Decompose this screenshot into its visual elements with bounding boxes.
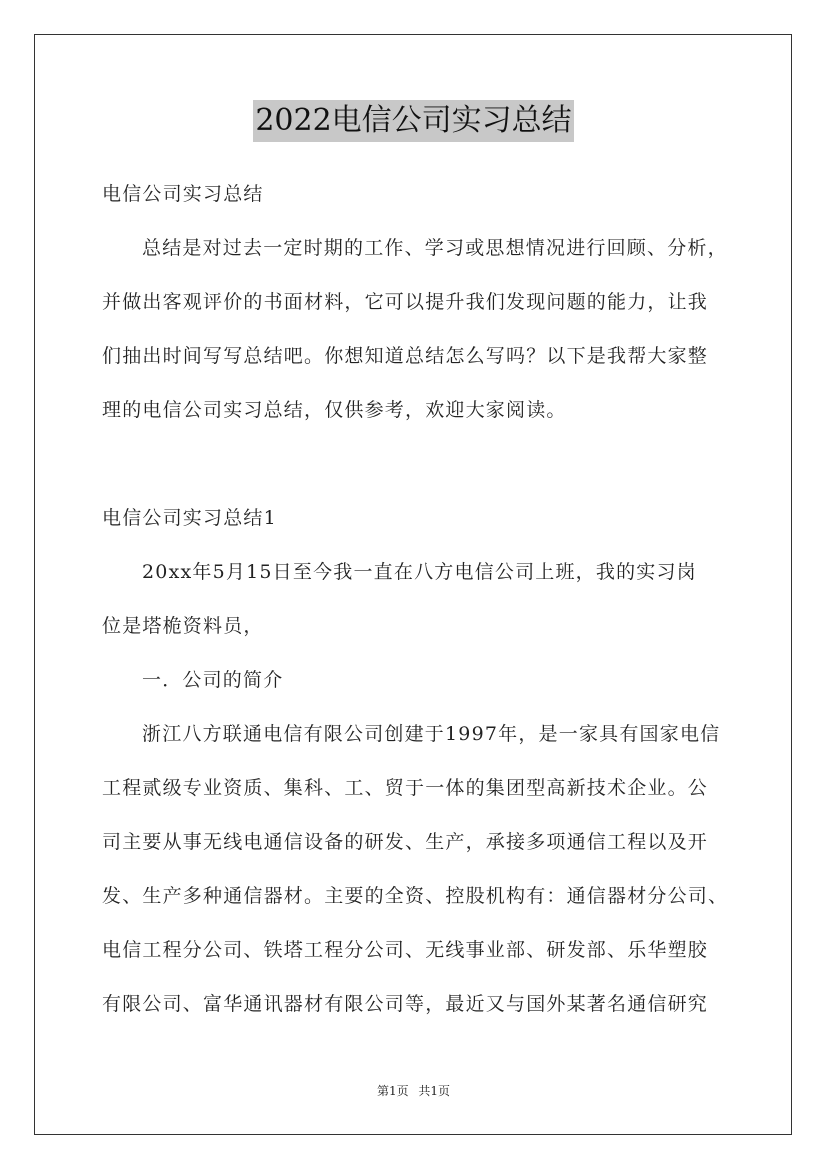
document-title: 2022电信公司实习总结	[253, 100, 573, 142]
company-line-2: 工程贰级专业资质、集科、工、贸于一体的集团型高新技术企业。公	[102, 777, 709, 799]
page-footer	[0, 1082, 827, 1099]
company-line-3: 司主要从事无线电通信设备的研发、生产，承接多项通信工程以及开	[102, 831, 709, 853]
section1-heading: 电信公司实习总结1	[102, 507, 277, 529]
subsection-heading: 一．公司的简介	[142, 669, 284, 691]
page-total: 共1页	[418, 1084, 451, 1098]
intro-line-3: 们抽出时间写写总结吧。你想知道总结怎么写吗？以下是我帮大家整	[102, 345, 709, 367]
page-current: 第1页	[376, 1084, 409, 1098]
company-line-1: 浙江八方联通电信有限公司创建于1997年，是一家具有国家电信	[142, 723, 721, 745]
section1-line-2: 位是塔桅资料员，	[102, 615, 264, 637]
intro-line-1: 总结是对过去一定时期的工作、学习或思想情况进行回顾、分析，	[142, 237, 728, 259]
section1-line-1: 20xx年5月15日至今我一直在八方电信公司上班，我的实习岗	[142, 561, 697, 583]
subtitle: 电信公司实习总结	[102, 183, 264, 205]
intro-line-4: 理的电信公司实习总结，仅供参考，欢迎大家阅读。	[102, 399, 567, 421]
company-line-4: 发、生产多种通信器材。主要的全资、控股机构有：通信器材分公司、	[102, 885, 729, 907]
company-line-5: 电信工程分公司、铁塔工程分公司、无线事业部、研发部、乐华塑胶	[102, 939, 709, 961]
company-line-6: 有限公司、富华通讯器材有限公司等，最近又与国外某著名通信研究	[102, 993, 709, 1015]
title-container	[0, 100, 827, 142]
intro-line-2: 并做出客观评价的书面材料，它可以提升我们发现问题的能力，让我	[102, 291, 709, 313]
